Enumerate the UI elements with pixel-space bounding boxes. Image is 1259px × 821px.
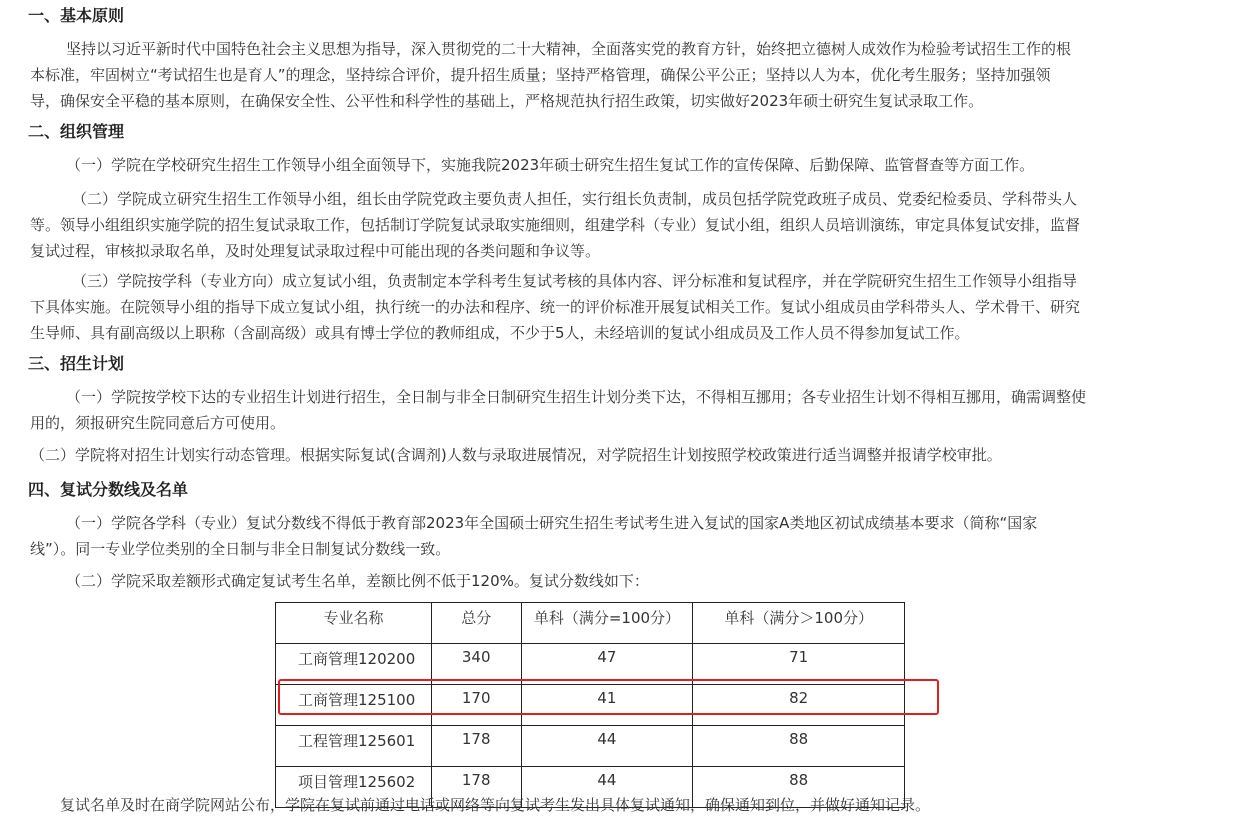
paragraph-footer-notice (60, 792, 930, 818)
text-line: 本标准，牢固树立“考试招生也是育人”的理念，坚持综合评价，提升招生质量；坚持严格管理，确保公平公正；坚持以人为本，优化考生服务；坚持加强领 (30, 66, 1051, 84)
table-cell-single-100: 47 (521, 644, 693, 685)
paragraph-org-2 (30, 186, 1080, 264)
table-cell-single-100: 44 (521, 767, 693, 808)
table-cell-major: 工商管理125100 (276, 685, 432, 726)
header-total-score: 总分 (431, 603, 521, 644)
table-cell-total: 340 (431, 644, 521, 685)
text-line: 复试过程，审核拟录取名单，及时处理复试录取过程中可能出现的各类问题和争议等。 (30, 242, 601, 260)
text-line: （二）学院采取差额形式确定复试考生名单，差额比例不低于120%。复试分数线如下： (66, 572, 649, 590)
text-line: 坚持以习近平新时代中国特色社会主义思想为指导，深入贯彻党的二十大精神，全面落实党的教育方针，始终把立德树人成效作为检验考试招生工作的根 (66, 40, 1072, 58)
table-cell-total: 178 (431, 726, 521, 767)
table-cell-single-over-100: 71 (693, 644, 905, 685)
text-line: （一）学院各学科（专业）复试分数线不得低于教育部2023年全国硕士研究生招生考试考生进入复试的国家A类地区初试成绩基本要求（简称“国家 (66, 514, 1038, 532)
score-table (275, 602, 905, 808)
paragraph-org-1 (66, 152, 1034, 178)
table-cell-single-100: 41 (521, 685, 693, 726)
table-cell-single-over-100: 88 (693, 726, 905, 767)
table-cell-major: 项目管理125602 (276, 767, 432, 808)
paragraph-plan-1 (30, 384, 1086, 436)
section-heading-3: 三、招生计划 (28, 354, 125, 373)
table-row (276, 644, 905, 685)
table-cell-single-over-100: 82 (693, 685, 905, 726)
table-cell-single-100: 44 (521, 726, 693, 767)
header-single-over-100: 单科（满分＞100分） (693, 603, 905, 644)
text-line: 复试名单及时在商学院网站公布，学院在复试前通过电话或网络等向复试考生发出具体复试通知，确保通知到位，并做好通知记录。 (60, 796, 931, 814)
paragraph-org-3 (30, 268, 1080, 346)
table-cell-total: 178 (431, 767, 521, 808)
header-major-name: 专业名称 (276, 603, 432, 644)
section-heading-1: 一、基本原则 (28, 6, 125, 25)
table-cell-major: 工商管理120200 (276, 644, 432, 685)
text-line: 下具体实施。在院领导小组的指导下成立复试小组，执行统一的办法和程序、统一的评价标准开展复试相关工作。复试小组成员由学科带头人、学术骨干、研究 (30, 298, 1081, 316)
text-line: 导，确保安全平稳的基本原则，在确保安全性、公平性和科学性的基础上，严格规范执行招生政策，切实做好2023年硕士研究生复试录取工作。 (30, 92, 984, 110)
text-line: （三）学院按学科（专业方向）成立复试小组，负责制定本学科考生复试考核的具体内容、评分标准和复试程序，并在学院研究生招生工作领导小组指导 (72, 272, 1078, 290)
header-single-100: 单科（满分=100分） (521, 603, 693, 644)
section-heading-4: 四、复试分数线及名单 (28, 480, 189, 499)
text-line: 用的，须报研究生院同意后方可使用。 (30, 414, 286, 432)
section-heading-2: 二、组织管理 (28, 122, 125, 141)
paragraph-scores-1 (30, 510, 1037, 562)
paragraph-plan-2 (30, 442, 1002, 468)
text-line: 生导师、具有副高级以上职称（含副高级）或具有博士学位的教师组成，不少于5人，未经培训的复试小组成员及工作人员不得参加复试工作。 (30, 324, 970, 342)
paragraph-basic-principles (30, 36, 1071, 114)
text-line: （一）学院按学校下达的专业招生计划进行招生，全日制与非全日制研究生招生计划分类下达，不得相互挪用；各专业招生计划不得相互挪用，确需调整使 (66, 388, 1087, 406)
table-row-highlighted (276, 685, 905, 726)
table-cell-total: 170 (431, 685, 521, 726)
text-line: 等。领导小组组织实施学院的招生复试录取工作，包括制订学院复试录取实施细则，组建学科（专业）复试小组，组织人员培训演练，审定具体复试安排，监督 (30, 216, 1081, 234)
table-header-row (276, 603, 905, 644)
text-line: 线”）。同一专业学位类别的全日制与非全日制复试分数线一致。 (30, 540, 451, 558)
paragraph-scores-2 (66, 568, 649, 594)
table-cell-single-over-100: 88 (693, 767, 905, 808)
table-row (276, 726, 905, 767)
table-cell-major: 工程管理125601 (276, 726, 432, 767)
text-line: （一）学院在学校研究生招生工作领导小组全面领导下，实施我院2023年硕士研究生招生复试工作的宣传保障、后勤保障、监管督查等方面工作。 (66, 156, 1035, 174)
text-line: （二）学院将对招生计划实行动态管理。根据实际复试(含调剂)人数与录取进展情况，对学院招生计划按照学校政策进行适当调整并报请学校审批。 (30, 446, 1002, 464)
text-line: （二）学院成立研究生招生工作领导小组，组长由学院党政主要负责人担任，实行组长负责制，成员包括学院党政班子成员、党委纪检委员、学科带头人 (72, 190, 1078, 208)
